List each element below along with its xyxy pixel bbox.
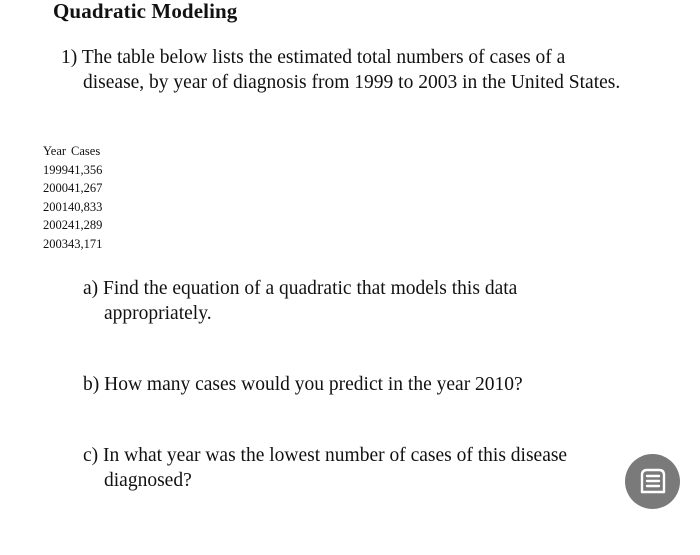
cases-cell: 41,267 (68, 181, 103, 195)
chat-button[interactable] (625, 454, 680, 509)
year-cell: 1999 (43, 162, 68, 177)
year-cell: 2002 (43, 218, 68, 232)
table-row (43, 161, 102, 180)
year-cell: 2000 (43, 181, 68, 195)
page-title: Quadratic Modeling (53, 0, 238, 23)
table-row (43, 235, 102, 254)
cases-cell: 43,171 (68, 236, 103, 251)
part-c (83, 443, 567, 493)
cases-table (43, 142, 102, 253)
year-cell: 2001 (43, 199, 68, 214)
cases-cell: 41,289 (68, 218, 103, 232)
question-1-line-1: 1) The table below lists the estimated total numbers of cases of a (61, 47, 566, 68)
part-a-line-2: appropriately. (104, 303, 212, 324)
question-1-line-2: disease, by year of diagnosis from 1999 to 2003 in the United States. (83, 72, 621, 93)
table-row (43, 198, 102, 217)
part-a (83, 276, 517, 326)
table-row (43, 179, 102, 198)
cases-cell: 40,833 (68, 199, 103, 214)
question-1 (61, 45, 620, 95)
part-a-line-1: a) Find the equation of a quadratic that models this data (83, 278, 518, 299)
cases-cell: 41,356 (68, 162, 103, 177)
part-b-line-1: b) How many cases would you predict in the year 2010? (83, 374, 523, 395)
cases-column-header: Cases (71, 144, 101, 158)
part-c-line-2: diagnosed? (104, 470, 192, 491)
part-b (83, 372, 523, 397)
year-cell: 2003 (43, 236, 68, 251)
year-column-header: Year (43, 144, 67, 158)
part-c-line-1: c) In what year was the lowest number of cases of this disease (83, 445, 568, 466)
table-header (43, 142, 102, 161)
chat-list-icon (636, 465, 670, 499)
table-row (43, 216, 102, 235)
